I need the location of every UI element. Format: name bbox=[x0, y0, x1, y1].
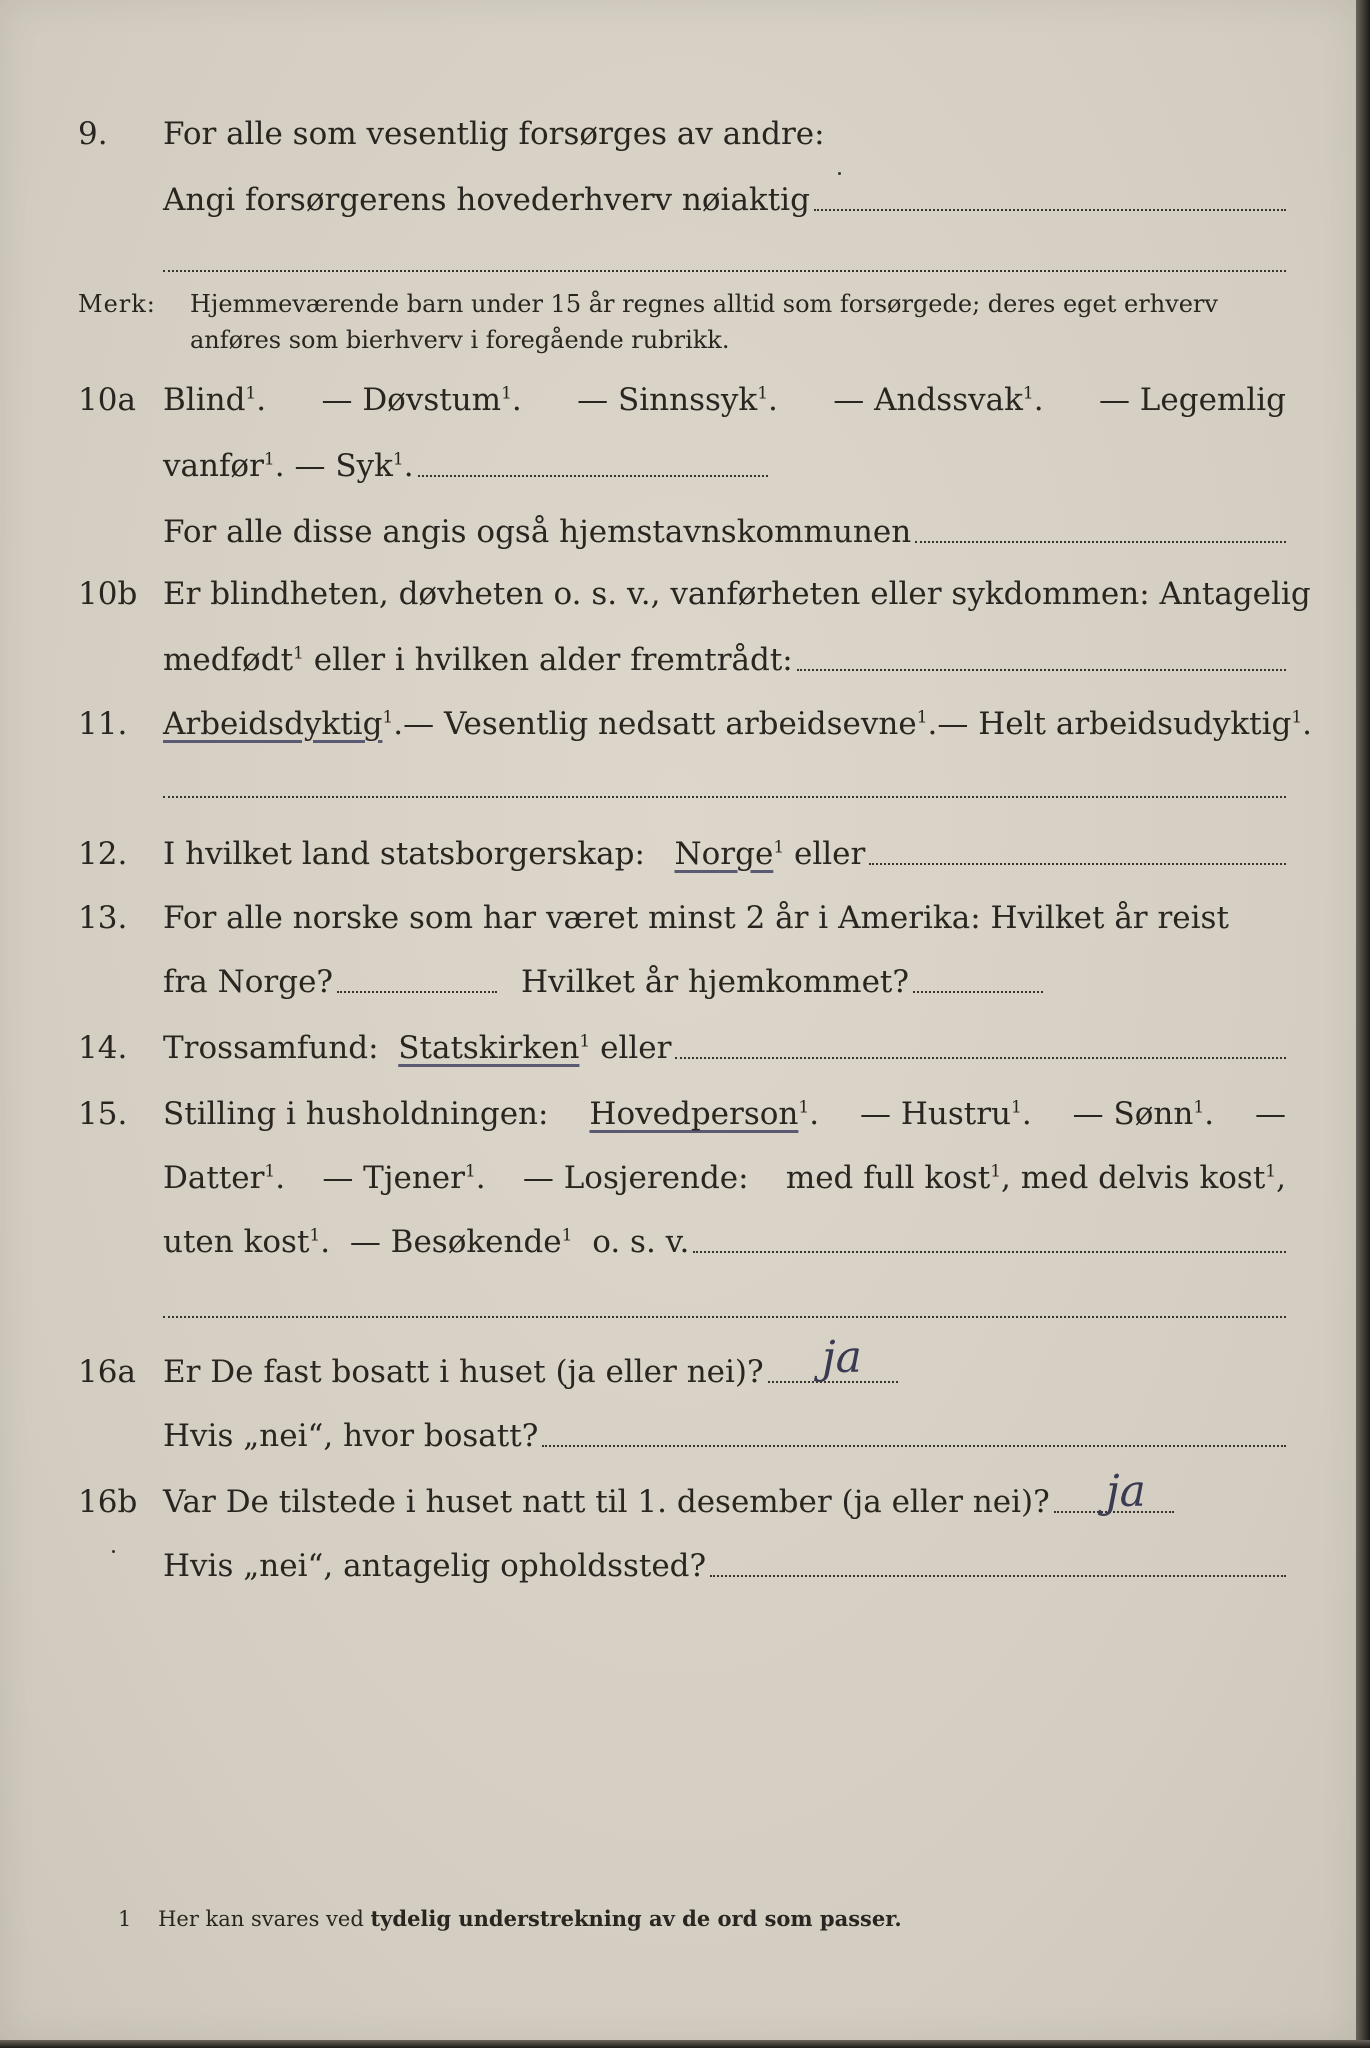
option-udyktig: — Helt arbeidsudyktig$^1$. bbox=[937, 706, 1313, 742]
option-blind: Blind$^1$. bbox=[163, 382, 267, 418]
answer-line[interactable] bbox=[693, 1251, 1286, 1253]
question-text: eller i hvilken alder fremtrådt: bbox=[313, 642, 793, 678]
question-text: Hvis „nei“, antagelig opholdssted? bbox=[163, 1548, 707, 1584]
question-text: Hvilket år hjemkommet? bbox=[521, 964, 910, 1000]
ink-speck bbox=[112, 1550, 115, 1553]
question-tail: eller bbox=[794, 836, 866, 872]
note-label: Merk: bbox=[78, 290, 156, 318]
option-sonn: — Sønn$^1$. bbox=[1072, 1096, 1215, 1132]
ink-speck bbox=[838, 172, 841, 175]
dash: — bbox=[1255, 1096, 1286, 1132]
question-number: 15. bbox=[78, 1096, 128, 1132]
question-text: Er De fast bosatt i huset (ja eller nei)? bbox=[163, 1354, 764, 1390]
note-text: Hjemmeværende barn under 15 år regnes alltid som forsørgede; deres eget erhverv anføres som bierhverv i foregående rubrikk. bbox=[190, 290, 1218, 354]
answer-line[interactable] bbox=[337, 991, 497, 993]
question-number: 16a bbox=[78, 1354, 136, 1390]
question-number: 9. bbox=[78, 116, 108, 152]
question-number: 12. bbox=[78, 836, 128, 872]
option-besokende: — Besøkende$^1$ bbox=[349, 1224, 573, 1260]
option-full-kost: med full kost$^1$, med delvis kost$^1$, bbox=[785, 1160, 1286, 1196]
option-tjener: — Tjener$^1$. bbox=[322, 1160, 486, 1196]
option-losjerende: — Losjerende: bbox=[522, 1160, 749, 1196]
question-number: 13. bbox=[78, 900, 128, 936]
answer-line[interactable] bbox=[913, 991, 1043, 993]
option-uten-kost: uten kost$^1$. bbox=[163, 1224, 331, 1260]
handwritten-answer: ja bbox=[1106, 1466, 1146, 1517]
answer-line[interactable] bbox=[710, 1575, 1286, 1577]
option-hustru: — Hustru$^1$. bbox=[860, 1096, 1032, 1132]
answer-line[interactable] bbox=[542, 1445, 1286, 1447]
question-text: Var De tilstede i huset natt til 1. desember (ja eller nei)? bbox=[163, 1484, 1050, 1520]
question-text: For alle som vesentlig forsørges av andre: bbox=[163, 116, 825, 152]
question-text: Stilling i husholdningen: bbox=[163, 1096, 549, 1132]
page-edge-bottom bbox=[0, 2040, 1370, 2048]
question-tail: o. s. v. bbox=[592, 1224, 690, 1260]
answer-statskirken: Statskirken$^1$ bbox=[398, 1030, 591, 1066]
separator-line bbox=[163, 796, 1286, 798]
answer-line[interactable] bbox=[418, 475, 768, 477]
answer-line[interactable] bbox=[869, 863, 1286, 865]
option-datter: Datter$^1$. bbox=[163, 1160, 286, 1196]
option-nedsatt: — Vesentlig nedsatt arbeidsevne$^1$. bbox=[403, 706, 938, 742]
handwritten-answer: ja bbox=[822, 1332, 862, 1383]
option-medfodt: medfødt$^1$ bbox=[163, 642, 304, 678]
question-text: Er blindheten, døvheten o. s. v., vanførheten eller sykdommen: Antagelig bbox=[163, 576, 1311, 612]
answer-line[interactable] bbox=[814, 209, 1286, 211]
question-text: For alle norske som har været minst 2 år i Amerika: Hvilket år reist bbox=[163, 900, 1229, 936]
answer-hovedperson: Hovedperson$^1$. bbox=[589, 1096, 820, 1132]
option-legemlig: — Legemlig bbox=[1098, 382, 1286, 418]
answer-norge: Norge$^1$ bbox=[674, 836, 785, 872]
page-edge-right bbox=[1356, 0, 1370, 2048]
answer-line[interactable] bbox=[675, 1057, 1286, 1059]
footnote-text-a: Her kan svares ved bbox=[158, 1907, 364, 1931]
option-arbeidsdyktig: Arbeidsdyktig$^1$. bbox=[163, 706, 404, 742]
answer-line[interactable] bbox=[915, 541, 1286, 543]
footnote bbox=[118, 1906, 902, 1931]
question-text: fra Norge? bbox=[163, 964, 334, 1000]
question-number: 16b bbox=[78, 1484, 138, 1520]
answer-line[interactable] bbox=[797, 669, 1286, 671]
question-tail: eller bbox=[600, 1030, 672, 1066]
option-andssvak: — Andssvak$^1$. bbox=[833, 382, 1044, 418]
footnote-text-b: tydelig understrekning av de ord som passer. bbox=[370, 1906, 902, 1931]
separator-line bbox=[163, 270, 1286, 272]
option-dovstum: — Døvstum$^1$. bbox=[321, 382, 522, 418]
question-text: Hvis „nei“, hvor bosatt? bbox=[163, 1418, 539, 1454]
footnote-mark: 1 bbox=[118, 1907, 132, 1931]
question-number: 10b bbox=[78, 576, 138, 612]
question-number: 10a bbox=[78, 382, 136, 418]
question-text: For alle disse angis også hjemstavnskommunen bbox=[163, 514, 912, 550]
question-number: 11. bbox=[78, 706, 128, 742]
option-vanfor: vanfør$^1$. bbox=[163, 448, 285, 484]
question-number: 14. bbox=[78, 1030, 128, 1066]
option-syk: — Syk$^1$. bbox=[294, 448, 414, 484]
separator-line bbox=[163, 1316, 1286, 1318]
option-sinnssyk: — Sinnssyk$^1$. bbox=[577, 382, 778, 418]
question-text: Angi forsørgerens hovederhverv nøiaktig bbox=[163, 182, 810, 218]
question-text: I hvilket land statsborgerskap: bbox=[163, 836, 645, 872]
question-text: Trossamfund: bbox=[163, 1030, 379, 1066]
